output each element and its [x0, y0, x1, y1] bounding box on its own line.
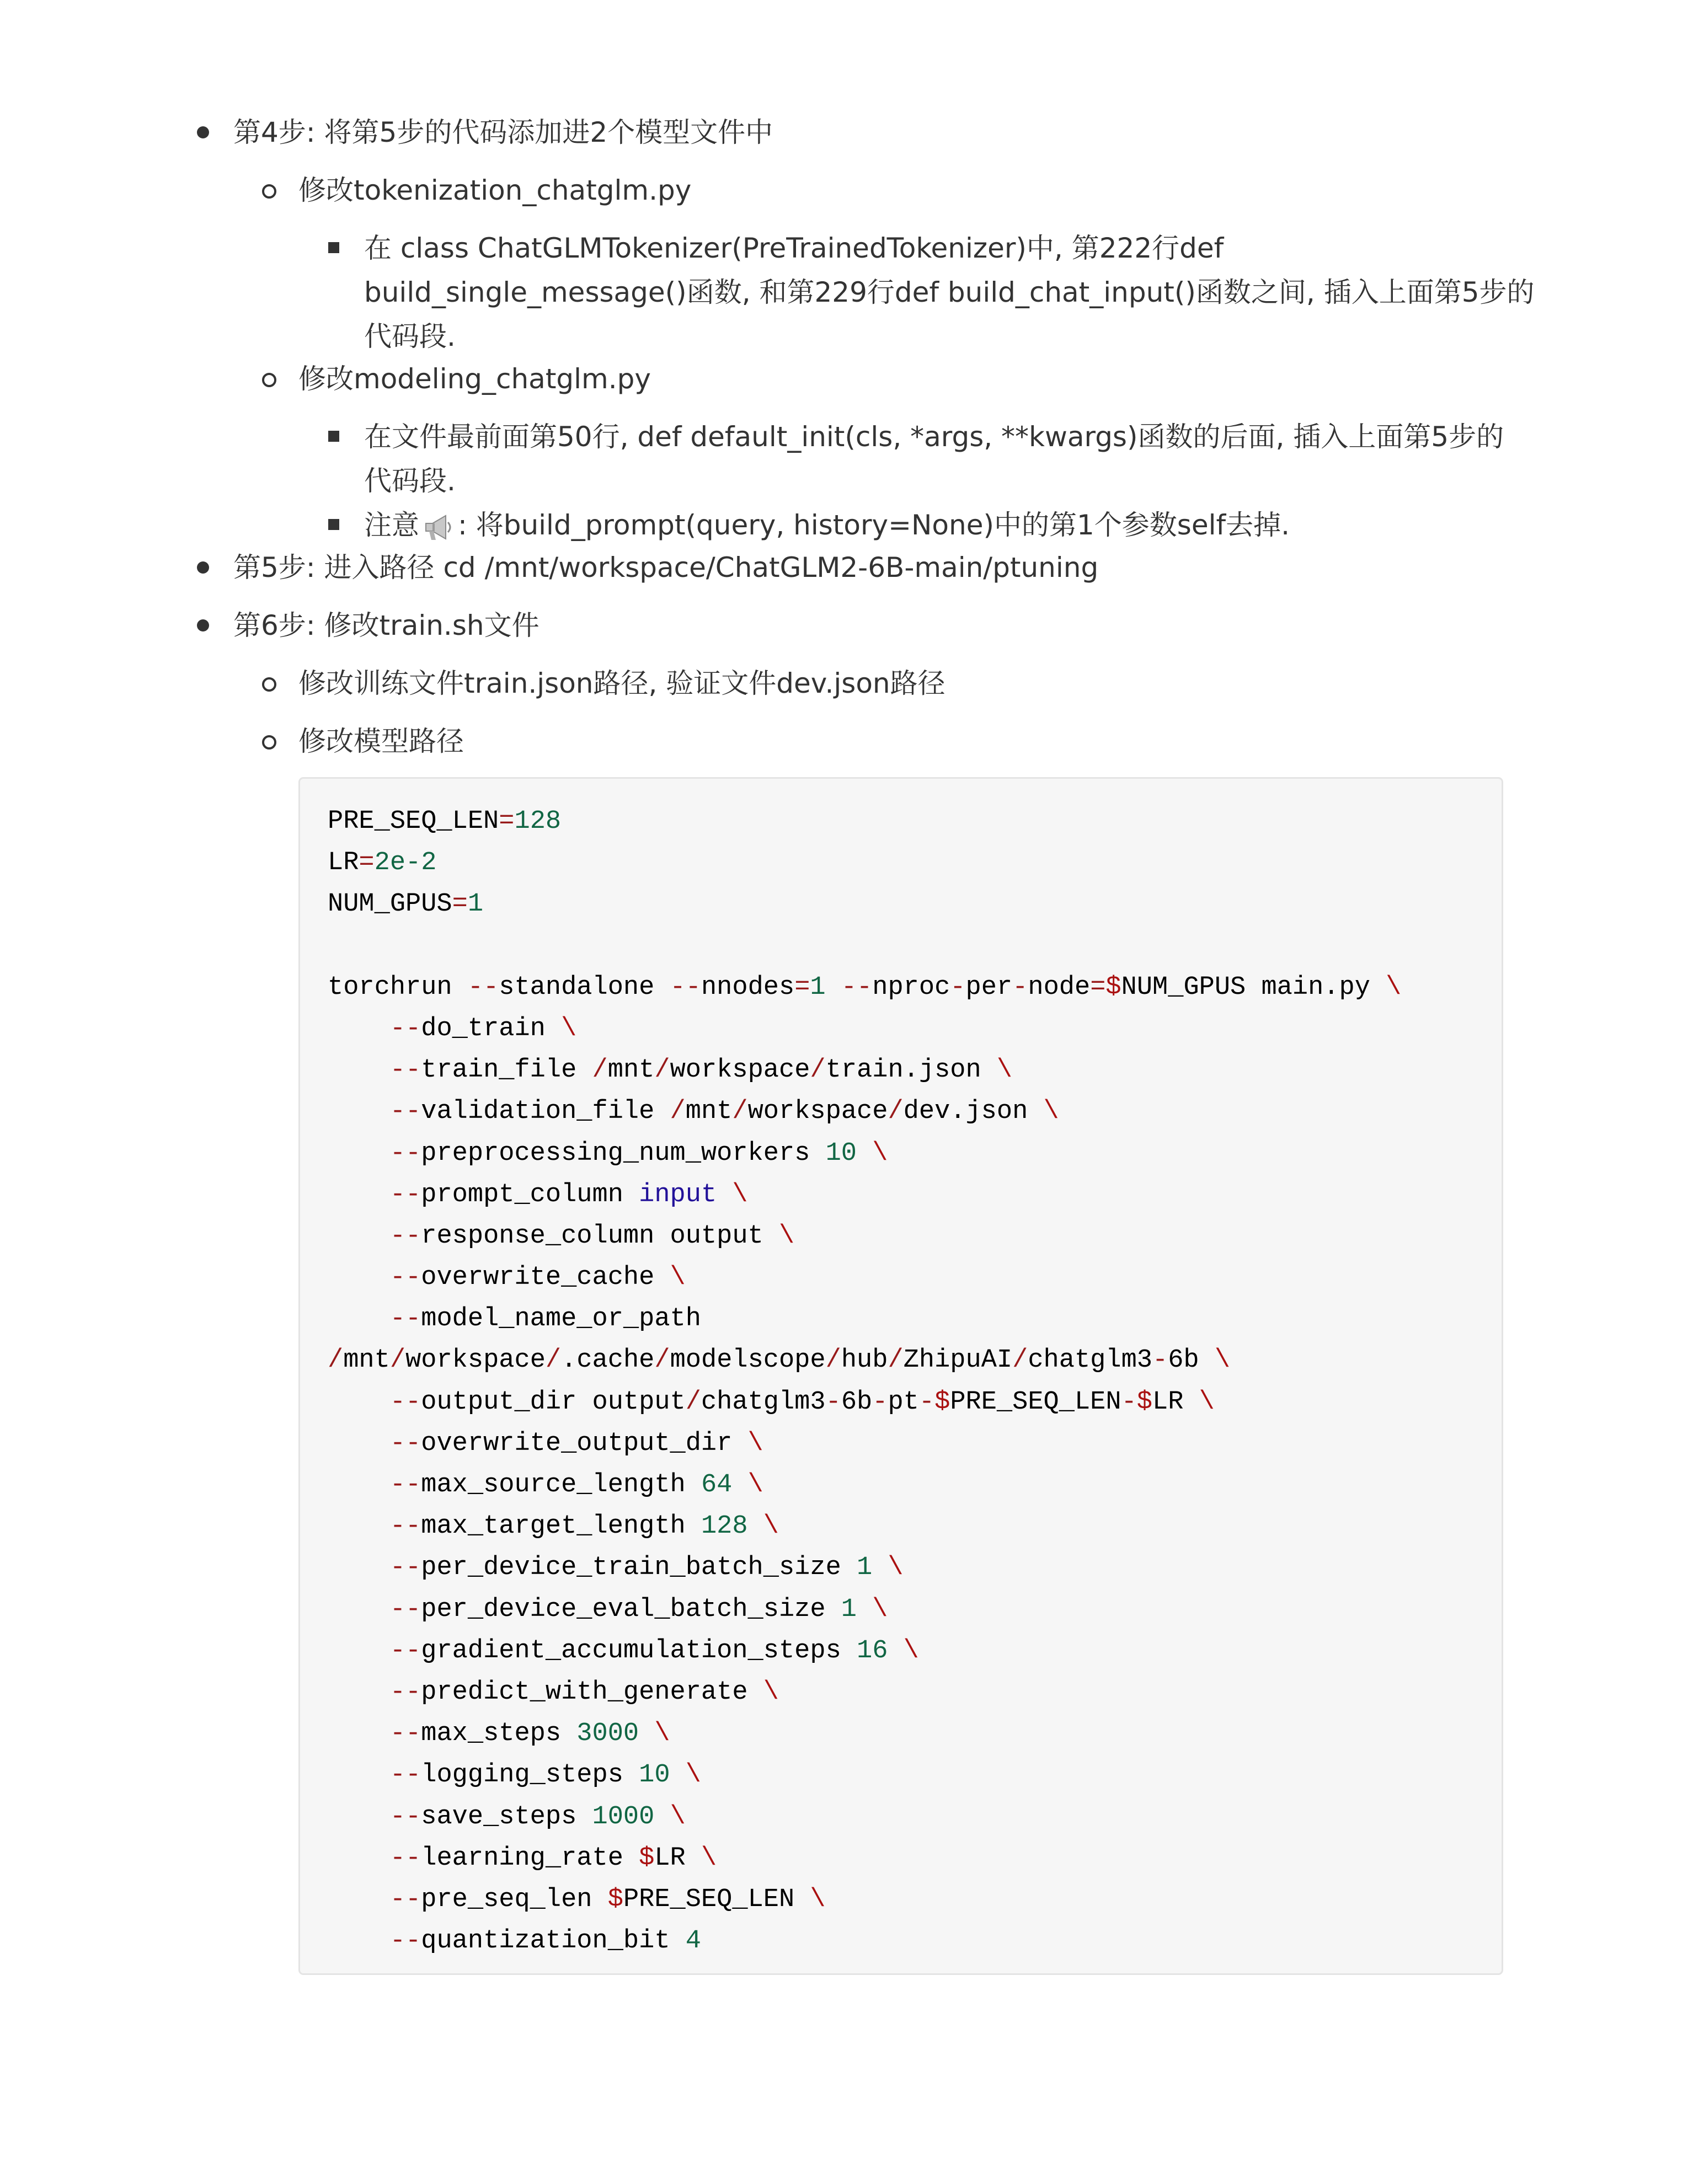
- step6-sub2-text: 修改模型路径: [298, 725, 464, 757]
- code-line: torchrun --standalone --nnodes=1 --nproc-per-node=$NUM_GPUS main.py \: [328, 972, 1402, 1002]
- step6-sub1-text: 修改训练文件train.json路径, 验证文件dev.json路径: [298, 667, 946, 699]
- code-line: --predict_with_generate \: [389, 1677, 779, 1707]
- code-line: --prompt_column input \: [389, 1180, 748, 1209]
- code-line: --per_device_train_batch_size 1 \: [389, 1553, 904, 1583]
- code-line: --overwrite_cache \: [389, 1263, 686, 1293]
- code-line: [328, 925, 1401, 967]
- code-line: LR=2e-2: [328, 848, 437, 878]
- code-line: --model_name_or_path: [389, 1304, 701, 1334]
- note-suffix: : 将build_prompt(query, history=None)中的第1个参数self去掉.: [458, 509, 1290, 541]
- megaphone-icon: [423, 511, 455, 543]
- disc-bullet-icon: [197, 561, 209, 574]
- code-line: --learning_rate $LR \: [389, 1843, 717, 1873]
- tokenization-text: 修改tokenization_chatglm.py: [298, 174, 692, 206]
- step5-text: 第5步: 进入路径 cd /mnt/workspace/ChatGLM2-6B-main/ptuning: [233, 552, 1099, 584]
- circle-bullet-icon: [262, 677, 276, 692]
- step6-text: 第6步: 修改train.sh文件: [233, 609, 539, 641]
- code-line: --gradient_accumulation_steps 16 \: [389, 1636, 919, 1666]
- tokenization-detail-line3: 代码段.: [364, 320, 456, 352]
- square-bullet-icon: [328, 431, 339, 442]
- disc-bullet-icon: [197, 126, 209, 138]
- modeling-detail-line2: 代码段.: [364, 465, 456, 497]
- code-line: --output_dir output/chatglm3-6b-pt-$PRE_SEQ_LEN-$LR \: [389, 1387, 1215, 1417]
- code-line: --pre_seq_len $PRE_SEQ_LEN \: [389, 1885, 826, 1914]
- note-prefix: 注意: [364, 509, 419, 541]
- code-line: --quantization_bit 4: [389, 1926, 701, 1956]
- code-line: --max_target_length 128 \: [389, 1512, 779, 1541]
- square-bullet-icon: [328, 519, 339, 530]
- code-block: [298, 777, 1503, 1975]
- tokenization-detail-line1: 在 class ChatGLMTokenizer(PreTrainedTokenizer)中, 第222行def: [364, 232, 1224, 264]
- code-line: /mnt/workspace/.cache/modelscope/hub/ZhipuAI/chatglm3-6b \: [328, 1346, 1231, 1375]
- tokenization-detail-line2: build_single_message()函数, 和第229行def build_chat_input()函数之间, 插入上面第5步的: [364, 276, 1535, 308]
- code-line: --validation_file /mnt/workspace/dev.json \: [389, 1097, 1059, 1127]
- modeling-detail-line1: 在文件最前面第50行, def default_init(cls, *args, **kwargs)函数的后面, 插入上面第5步的: [364, 421, 1504, 453]
- circle-bullet-icon: [262, 735, 276, 750]
- code-line: PRE_SEQ_LEN=128: [328, 807, 562, 836]
- code-line: --response_column output \: [389, 1221, 795, 1251]
- code-line: --preprocessing_num_workers 10 \: [389, 1138, 888, 1168]
- code-line: --do_train \: [389, 1014, 577, 1043]
- code-content: [328, 801, 1401, 1962]
- code-line: --max_steps 3000 \: [389, 1719, 670, 1749]
- code-line: --save_steps 1000 \: [389, 1802, 686, 1832]
- square-bullet-icon: [328, 242, 339, 253]
- modeling-text: 修改modeling_chatglm.py: [298, 363, 651, 395]
- modeling-note: [364, 503, 1290, 547]
- code-line: --max_source_length 64 \: [389, 1470, 763, 1500]
- code-line: --per_device_eval_batch_size 1 \: [389, 1594, 888, 1624]
- disc-bullet-icon: [197, 619, 209, 631]
- code-line: --train_file /mnt/workspace/train.json \: [389, 1056, 1013, 1085]
- code-line: NUM_GPUS=1: [328, 890, 484, 919]
- step4-text: 第4步: 将第5步的代码添加进2个模型文件中: [233, 116, 773, 148]
- circle-bullet-icon: [262, 184, 276, 199]
- circle-bullet-icon: [262, 373, 276, 387]
- code-line: --logging_steps 10 \: [389, 1760, 701, 1790]
- code-line: --overwrite_output_dir \: [389, 1428, 763, 1458]
